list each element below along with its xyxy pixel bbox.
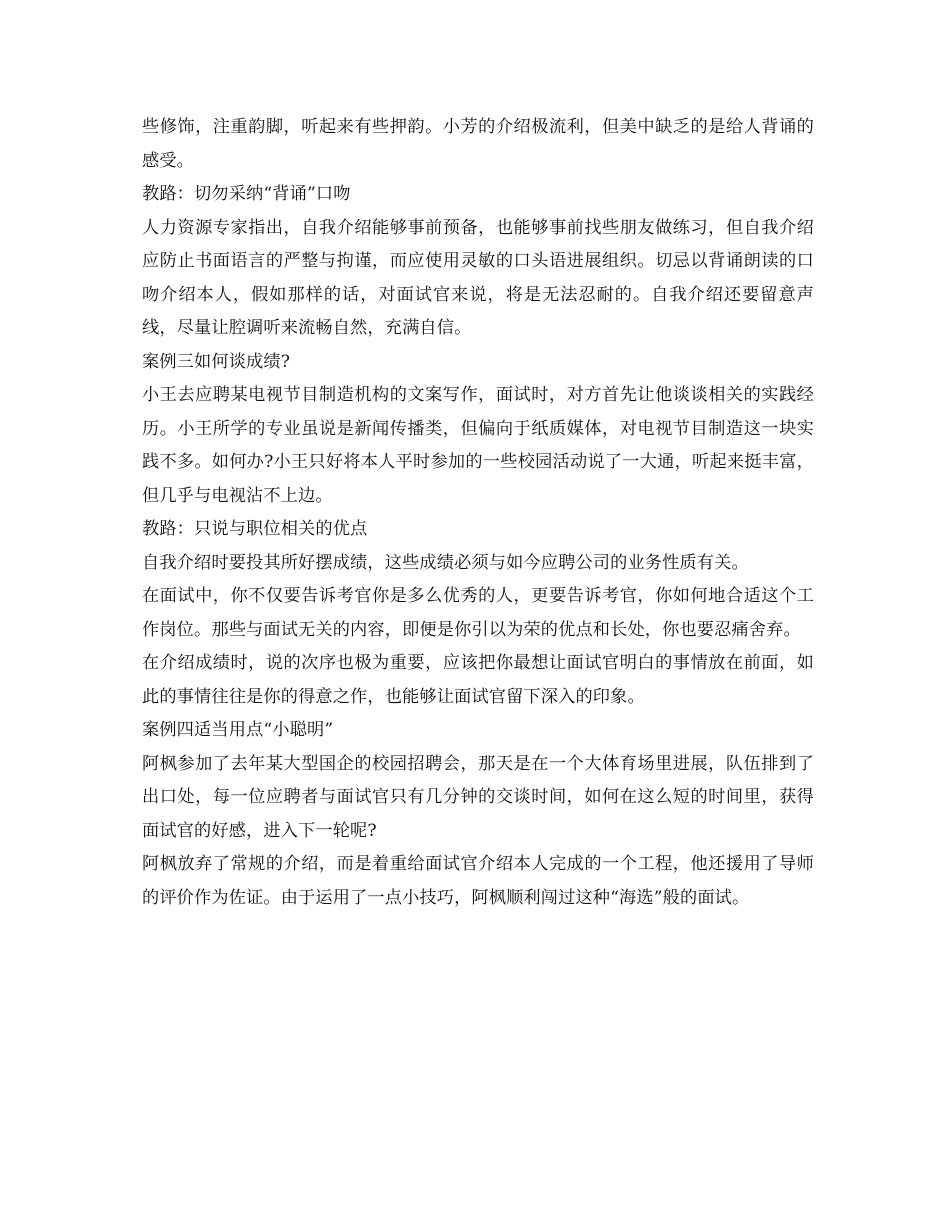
paragraph-achievements-rule: 自我介绍时要投其所好摆成绩，这些成绩必须与如今应聘公司的业务性质有关。 [142, 552, 749, 573]
paragraph-order-matters: 在介绍成绩时，说的次序也极为重要，应该把你最想让面试官明白的事情放在前面，如此的事情往往是你的得意之作，也能够让面试官留下深入的印象。 [142, 653, 814, 707]
paragraph-interview-fit: 在面试中，你不仅要告诉考官你是多么优秀的人，更要告诉考官，你如何地合适这个工作岗位。那些与面试无关的内容，即便是你引以为荣的优点和长处，你也要忍痛舍弃。 [142, 586, 814, 640]
paragraph-continuation: 些修饰，注重韵脚，听起来有些押韵。小芳的介绍极流利，但美中缺乏的是给人背诵的感受。 [142, 117, 814, 171]
section-heading-tip-2: 教路：只说与职位相关的优点 [142, 519, 368, 539]
section-heading-tip-1: 教路：切勿采纳“背诵”口吻 [142, 184, 351, 204]
paragraph-hr-expert-advice: 人力资源专家指出，自我介绍能够事前预备，也能够事前找些朋友做练习，但自我介绍应防止书面语言的严整与拘谨，而应使用灵敏的口头语进展组织。切忌以背诵朗读的口吻介绍本人，假如那样的话，对面试官来说，将是无法忍耐的。自我介绍还要留意声线，尽量让腔调听来流畅自然，充满自信。 [142, 217, 814, 338]
section-heading-case-4: 案例四适当用点“小聪明” [142, 720, 334, 740]
paragraph-case-4-outcome: 阿枫放弃了常规的介绍，而是着重给面试官介绍本人完成的一个工程，他还援用了导师的评价作为佐证。由于运用了一点小技巧，阿枫顺利闯过这种“海选”般的面试。 [142, 854, 814, 908]
section-heading-case-3: 案例三如何谈成绩? [142, 351, 291, 372]
paragraph-case-4-story: 阿枫参加了去年某大型国企的校园招聘会，那天是在一个大体育场里进展，队伍排到了出口处，每一位应聘者与面试官只有几分钟的交谈时间，如何在这么短的时间里，获得面试官的好感，进入下一轮呢? [142, 753, 814, 841]
document-body [142, 111, 814, 915]
paragraph-case-3-story: 小王去应聘某电视节目制造机构的文案写作，面试时，对方首先让他谈谈相关的实践经历。小王所学的专业虽说是新闻传播类，但偏向于纸质媒体，对电视节目制造这一块实践不多。如何办?小王只好将本人平时参加的一些校园活动说了一大通，听起来挺丰富，但几乎与电视沾不上边。 [142, 385, 814, 506]
